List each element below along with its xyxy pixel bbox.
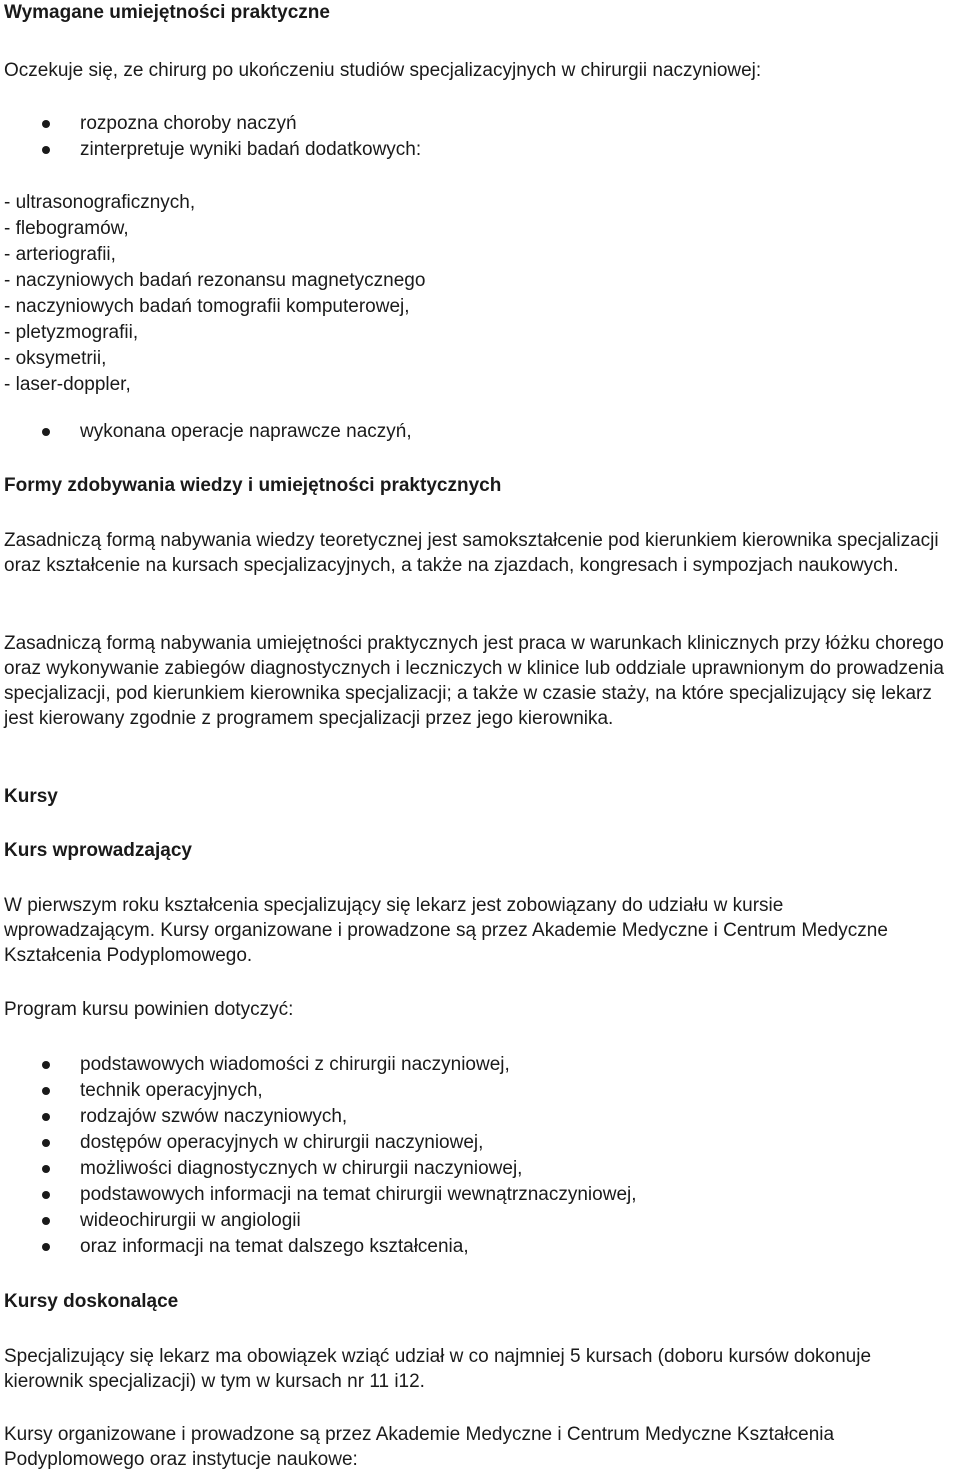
program-intro: Program kursu powinien dotyczyć:	[4, 999, 294, 1020]
list-item: - laser-doppler,	[4, 374, 131, 395]
list-item: - naczyniowych badań tomografii komputerowej,	[4, 296, 410, 317]
list-item: podstawowych wiadomości z chirurgii naczyniowej,	[4, 1052, 954, 1078]
dash-list	[4, 190, 954, 398]
list-item: rodzajów szwów naczyniowych,	[4, 1104, 954, 1130]
heading-courses: Kursy	[4, 786, 58, 807]
list-item: rozpozna choroby naczyń	[4, 111, 954, 137]
list-item: dostępów operacyjnych w chirurgii naczyniowej,	[4, 1130, 954, 1156]
list-item: podstawowych informacji na temat chirurgii wewnątrznaczyniowej,	[4, 1182, 954, 1208]
heading-intro-course: Kurs wprowadzający	[4, 840, 192, 861]
list-item: wideochirurgii w angiologii	[4, 1208, 954, 1234]
heading-adv-courses: Kursy doskonalące	[4, 1291, 179, 1312]
list-item: - pletyzmografii,	[4, 322, 139, 343]
list-item: zinterpretuje wyniki badań dodatkowych:	[4, 137, 954, 163]
list-item: - flebogramów,	[4, 218, 129, 239]
program-list	[4, 1052, 954, 1260]
list-item: - arteriografii,	[4, 244, 116, 265]
list-item: - oksymetrii,	[4, 348, 107, 369]
heading-forms: Formy zdobywania wiedzy i umiejętności praktycznych	[4, 475, 502, 496]
bullet-list-a	[4, 111, 954, 163]
list-item: technik operacyjnych,	[4, 1078, 954, 1104]
paragraph-theory: Zasadniczą formą nabywania wiedzy teoretycznej jest samokształcenie pod kierunkiem kierownika specjalizacji oraz kształcenie na kursach specjalizacyjnych, a także na zjazdach, kongresach i sympozjach naukowych.	[4, 530, 939, 576]
paragraph-adv-2: Kursy organizowane i prowadzone są przez Akademie Medyczne i Centrum Medyczne Kształcenia Podyplomowego oraz instytucje naukowe:	[4, 1424, 835, 1470]
heading-skills: Wymagane umiejętności praktyczne	[4, 2, 330, 23]
list-item: wykonana operacje naprawcze naczyń,	[4, 419, 954, 445]
paragraph-intro-course: W pierwszym roku kształcenia specjalizujący się lekarz jest zobowiązany do udziału w kursie wprowadzającym. Kursy organizowane i prowadzone są przez Akademie Medyczne i Centrum Medyczne Kształcenia Podyplomowego.	[4, 895, 888, 966]
list-item: - naczyniowych badań rezonansu magnetycznego	[4, 270, 426, 291]
paragraph-practice: Zasadniczą formą nabywania umiejętności praktycznych jest praca w warunkach klinicznych przy łóżku chorego oraz wykonywanie zabiegów diagnostycznych i leczniczych w klinice lub oddziale uprawnionym do prowadzenia specjalizacji, pod kierunkiem kierownika specjalizacji; a także w czasie staży, na które specjalizujący się lekarz jest kierowany zgodnie z programem specjalizacji przez jego kierownika.	[4, 633, 944, 729]
paragraph-adv-1: Specjalizujący się lekarz ma obowiązek wziąć udział w co najmniej 5 kursach (doboru kursów dokonuje kierownik specjalizacji) w tym w kursach nr 11 i12.	[4, 1346, 872, 1392]
intro-text: Oczekuje się, ze chirurg po ukończeniu studiów specjalizacyjnych w chirurgii naczyniowej:	[4, 60, 762, 81]
list-item: możliwości diagnostycznych w chirurgii naczyniowej,	[4, 1156, 954, 1182]
list-item: oraz informacji na temat dalszego kształcenia,	[4, 1234, 954, 1260]
list-item: - ultrasonograficznych,	[4, 192, 196, 213]
